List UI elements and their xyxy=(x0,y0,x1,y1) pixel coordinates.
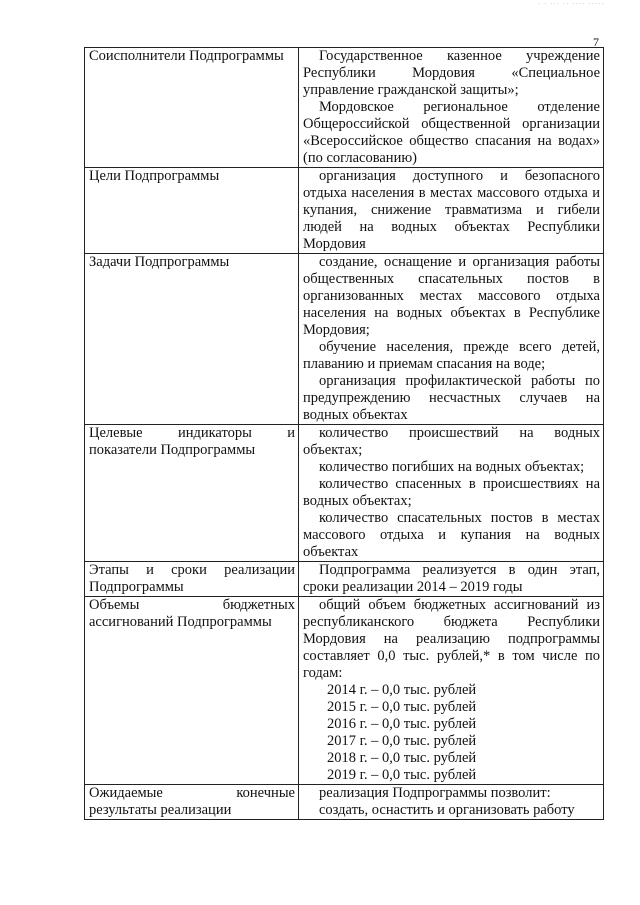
table-row xyxy=(85,562,604,597)
budget-year-amount: 2019 г. – 0,0 тыс. рублей xyxy=(327,767,477,783)
row-label: Задачи Подпрограммы xyxy=(89,254,230,270)
value-paragraph: обучение населения, прежде всего детей, плаванию и приемам спасания на воде; xyxy=(303,339,600,372)
row-label-cell xyxy=(85,425,299,562)
budget-year-amount: 2015 г. – 0,0 тыс. рублей xyxy=(327,699,477,715)
row-label-cell xyxy=(85,168,299,254)
row-value-cell xyxy=(299,425,604,562)
value-paragraph: Мордовское региональное отделение Общероссийской общественной организации «Всероссийское общество спасания на водах» (по согласованию) xyxy=(303,99,600,166)
row-label: Объемы бюджетных ассигнований Подпрограммы xyxy=(89,597,295,630)
row-label: Соисполнители Подпрограммы xyxy=(89,48,284,64)
value-paragraph: реализация Подпрограммы позволит: xyxy=(319,785,551,801)
value-paragraph: Подпрограмма реализуется в один этап, сроки реализации 2014 – 2019 годы xyxy=(303,562,600,595)
row-value-cell xyxy=(299,48,604,168)
row-label-cell xyxy=(85,254,299,425)
table-row xyxy=(85,168,604,254)
row-value-cell xyxy=(299,597,604,785)
budget-year-amount: 2016 г. – 0,0 тыс. рублей xyxy=(327,716,477,732)
budget-year-amount: 2018 г. – 0,0 тыс. рублей xyxy=(327,750,477,766)
row-value-cell xyxy=(299,562,604,597)
row-label-cell xyxy=(85,562,299,597)
value-paragraph: Государственное казенное учреждение Республики Мордовия «Специальное управление гражданской защиты»; xyxy=(303,48,600,98)
subprogram-passport-table xyxy=(84,47,604,820)
row-label: Цели Подпрограммы xyxy=(89,168,220,184)
value-paragraph: количество спасенных в происшествиях на водных объектах; xyxy=(303,476,600,509)
row-label-cell xyxy=(85,597,299,785)
budget-year-amount: 2014 г. – 0,0 тыс. рублей xyxy=(327,682,477,698)
value-paragraph: организация профилактической работы по предупреждению несчастных случаев на водных объектах xyxy=(303,373,600,423)
row-label-cell xyxy=(85,48,299,168)
page-number: 7 xyxy=(593,35,599,49)
row-label: Ожидаемые конечные результаты реализации xyxy=(89,785,295,818)
budget-year-amount: 2017 г. – 0,0 тыс. рублей xyxy=(327,733,477,749)
row-label-cell xyxy=(85,785,299,820)
value-paragraph: количество происшествий на водных объектах; xyxy=(303,425,600,458)
value-paragraph: количество погибших на водных объектах; xyxy=(319,459,585,475)
row-value-cell xyxy=(299,785,604,820)
table-row xyxy=(85,48,604,168)
scan-corner-mark: · · ··· ·· ···· ····· xyxy=(538,0,606,8)
row-label: Этапы и сроки реализации Подпрограммы xyxy=(89,562,295,595)
table-row xyxy=(85,425,604,562)
value-paragraph: создание, оснащение и организация работы общественных спасательных постов в организованных местах массового отдыха населения на водных объектах в Республике Мордовия; xyxy=(303,254,600,338)
table-row xyxy=(85,785,604,820)
value-paragraph: количество спасательных постов в местах массового отдыха и купания на водных объектах xyxy=(303,510,600,560)
row-label: Целевые индикаторы и показатели Подпрограммы xyxy=(89,425,295,458)
value-paragraph: общий объем бюджетных ассигнований из республиканского бюджета Республики Мордовия на реализацию подпрограммы составляет 0,0 тыс. рублей,* в том числе по годам: xyxy=(303,597,600,681)
value-paragraph: организация доступного и безопасного отдыха населения в местах массового отдыха и купания, снижение травматизма и гибели людей на водных объектах Республики Мордовия xyxy=(303,168,600,252)
row-value-cell xyxy=(299,254,604,425)
table-row xyxy=(85,597,604,785)
row-value-cell xyxy=(299,168,604,254)
value-paragraph: создать, оснастить и организовать работу xyxy=(319,802,575,818)
table-row xyxy=(85,254,604,425)
